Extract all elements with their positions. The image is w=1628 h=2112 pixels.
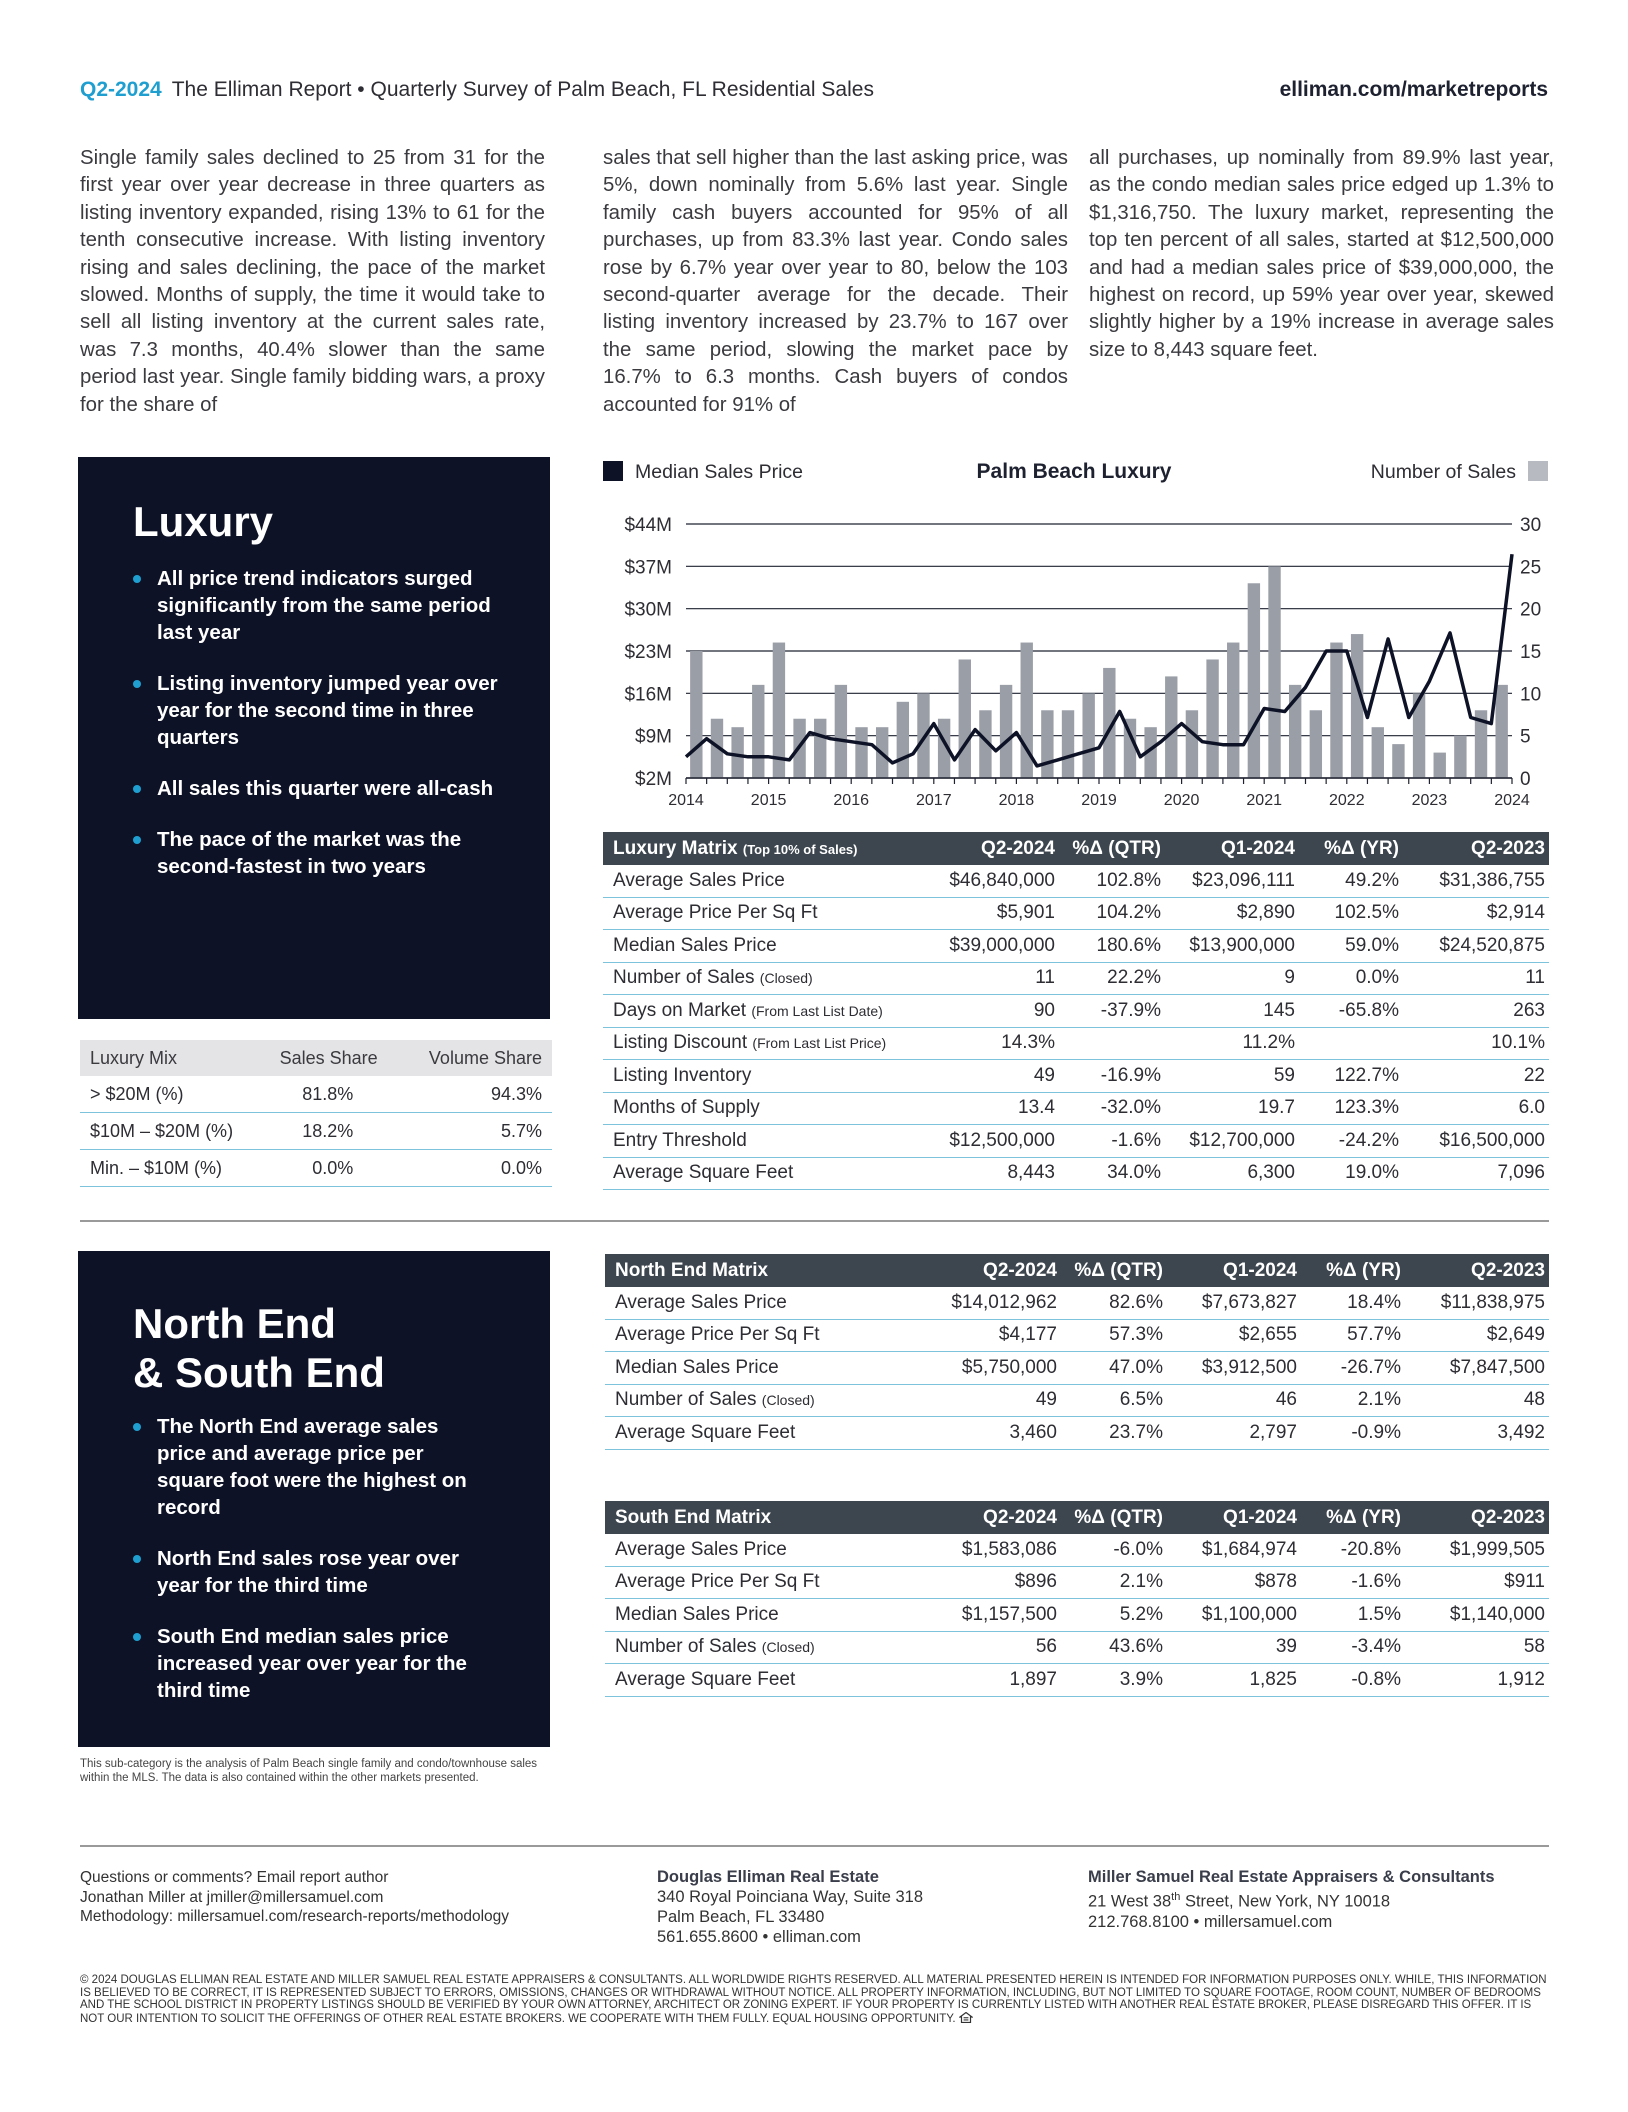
table-cell: 122.7%: [1299, 1060, 1403, 1093]
column-header: %Δ (YR): [1301, 1501, 1405, 1534]
table-cell: 0.0%: [260, 1150, 397, 1187]
row-label: Average Square Feet: [605, 1417, 915, 1450]
table-cell: -0.9%: [1301, 1417, 1405, 1450]
legend-label: Number of Sales: [1370, 461, 1516, 483]
chart-x-labels: [668, 792, 1530, 809]
column-header: Volume Share: [397, 1040, 552, 1076]
x-tick-label: 2021: [1246, 792, 1282, 809]
row-label: Months of Supply: [603, 1092, 913, 1125]
table-cell: 104.2%: [1059, 897, 1165, 930]
column-header: Luxury Mix: [80, 1040, 260, 1076]
table-row: [603, 962, 1549, 995]
y-right-tick-label: 30: [1520, 515, 1542, 536]
x-tick-label: 2020: [1163, 792, 1200, 809]
table-cell: 5.2%: [1061, 1599, 1167, 1632]
chart-bar: [1392, 744, 1404, 778]
table-row: [603, 1092, 1549, 1125]
table-cell: 59.0%: [1299, 930, 1403, 963]
chart-bar: [1454, 736, 1466, 778]
x-tick-label: 2015: [750, 792, 787, 809]
chart-bar: [1082, 693, 1094, 778]
table-cell: 49: [913, 1060, 1059, 1093]
luxury-title: Luxury: [133, 498, 274, 545]
chart-bar: [1186, 710, 1198, 778]
table-cell: $13,900,000: [1165, 930, 1299, 963]
table-cell: $2,890: [1165, 897, 1299, 930]
table-cell: 58: [1405, 1631, 1549, 1664]
column-header: Q1-2024: [1165, 832, 1299, 865]
column-header: Q2-2024: [915, 1501, 1061, 1534]
chart-bar: [1330, 643, 1342, 778]
table-cell: 94.3%: [397, 1076, 552, 1113]
miller-samuel-contact[interactable]: 212.768.8100 • millersamuel.com: [1088, 1912, 1333, 1931]
chart-bar: [1000, 685, 1012, 778]
legal-disclaimer: © 2024 DOUGLAS ELLIMAN REAL ESTATE AND MILLER SAMUEL REAL ESTATE APPRAISERS & CONSULTANTS. ALL WORLDWIDE RIGHTS RESERVED. ALL MATERIAL PRESENTED HEREIN IS INTENDED FOR INFORMATION PURPOSES ONLY. WHILE, THIS INFORMATION IS BELIEVED TO BE CORRECT, IT IS REPRESENTED SUBJECT TO ERRORS, OMISSIONS, CHANGES OR WITHDRAWAL WITHOUT NOTICE. ALL PROPERTY INFORMATION, INCLUDING, BUT NOT LIMITED TO SQUARE FOOTAGE, ROOM COUNT, NUMBER OF BEDROOMS AND THE SCHOOL DISTRICT IN PROPERTY LISTINGS SHOULD BE VERIFIED BY YOUR OWN ATTORNEY, ARCHITECT OR ZONING EXPERT. IF YOUR PROPERTY IS CURRENTLY LISTED WITH ANOTHER REAL ESTATE BROKER, PLEASE DISREGARD THIS OFFER. IT IS NOT OUR INTENTION TO SOLICIT THE OFFERINGS OF OTHER REAL ESTATE BROKERS. WE COOPERATE WITH THEM FULLY. EQUAL HOUSING OPPORTUNITY.: [80, 1974, 1547, 2025]
chart-bar: [835, 685, 847, 778]
table-cell: 6.5%: [1061, 1384, 1167, 1417]
table-cell: $12,700,000: [1165, 1125, 1299, 1158]
column-header: Q2-2023: [1405, 1254, 1549, 1287]
table-cell: -65.8%: [1299, 995, 1403, 1028]
table-cell: -20.8%: [1301, 1534, 1405, 1566]
table-cell: 19.0%: [1299, 1157, 1403, 1190]
north-south-bullets: [133, 1413, 483, 1728]
table-cell: [1299, 1027, 1403, 1060]
table-cell: 0.0%: [397, 1150, 552, 1187]
report-quarter: Q2-2024: [80, 78, 162, 101]
column-header: Q2-2023: [1403, 832, 1549, 865]
chart-legend-left: [603, 461, 803, 484]
row-label: Listing Discount (From Last List Price): [603, 1027, 913, 1060]
table-cell: 82.6%: [1061, 1287, 1167, 1319]
table-cell: 1,912: [1405, 1664, 1549, 1697]
median-price-line: [686, 554, 1512, 766]
matrix-title: North End Matrix: [605, 1254, 915, 1287]
table-row: [603, 1027, 1549, 1060]
footer-divider: [80, 1845, 1549, 1847]
y-left-tick-label: $30M: [624, 599, 672, 621]
table-cell: $4,177: [915, 1319, 1061, 1352]
luxury-bullet: All price trend indicators surged significantly from the same period last year: [133, 565, 503, 646]
chart-bar: [752, 685, 764, 778]
row-label: Min. – $10M (%): [80, 1150, 260, 1187]
footer-contact: Questions or comments? Email report author Jonathan Miller at jmiller@millersamuel.com Methodology: millersamuel.com/research-reports/methodology: [80, 1869, 510, 1925]
row-label: Average Sales Price: [603, 865, 913, 897]
table-row: [605, 1599, 1549, 1632]
table-cell: 10.1%: [1403, 1027, 1549, 1060]
row-label: Average Sales Price: [605, 1534, 915, 1566]
table-cell: -16.9%: [1059, 1060, 1165, 1093]
table-cell: $14,012,962: [915, 1287, 1061, 1319]
table-cell: -37.9%: [1059, 995, 1165, 1028]
luxury-mix-table: [80, 1040, 552, 1187]
table-cell: -24.2%: [1299, 1125, 1403, 1158]
column-header: Q2-2024: [913, 832, 1059, 865]
table-cell: $16,500,000: [1403, 1125, 1549, 1158]
table-cell: 180.6%: [1059, 930, 1165, 963]
table-cell: $2,649: [1405, 1319, 1549, 1352]
table-cell: 22: [1403, 1060, 1549, 1093]
methodology-link[interactable]: Methodology: millersamuel.com/research-reports/methodology: [80, 1908, 510, 1925]
table-cell: 23.7%: [1061, 1417, 1167, 1450]
column-header: %Δ (YR): [1299, 832, 1403, 865]
north-south-box: [78, 1251, 550, 1747]
row-label: Average Price Per Sq Ft: [605, 1566, 915, 1599]
row-label: Days on Market (From Last List Date): [603, 995, 913, 1028]
table-cell: $39,000,000: [913, 930, 1059, 963]
table-row: [605, 1566, 1549, 1599]
table-cell: 3,492: [1405, 1417, 1549, 1450]
chart-bar: [897, 702, 909, 778]
table-cell: $46,840,000: [913, 865, 1059, 897]
table-cell: 57.7%: [1301, 1319, 1405, 1352]
equal-housing-icon: [959, 2012, 973, 2023]
table-cell: 18.4%: [1301, 1287, 1405, 1319]
y-left-tick-label: $44M: [624, 515, 672, 536]
table-cell: -6.0%: [1061, 1534, 1167, 1566]
table-cell: 19.7: [1165, 1092, 1299, 1125]
table-cell: [1059, 1027, 1165, 1060]
table-cell: 2.1%: [1061, 1566, 1167, 1599]
table-row: [80, 1076, 552, 1113]
table-cell: 56: [915, 1631, 1061, 1664]
chart-bar: [1434, 753, 1446, 778]
table-cell: 1,825: [1167, 1664, 1301, 1697]
row-label: Listing Inventory: [603, 1060, 913, 1093]
x-tick-label: 2018: [998, 792, 1035, 809]
table-cell: 3.9%: [1061, 1664, 1167, 1697]
column-header: %Δ (YR): [1301, 1254, 1405, 1287]
table-cell: 39: [1167, 1631, 1301, 1664]
y-left-tick-label: $2M: [635, 769, 672, 790]
douglas-elliman-address: Douglas Elliman Real Estate 340 Royal Poinciana Way, Suite 318 Palm Beach, FL 33480 561.655.8600 • elliman.com: [657, 1868, 923, 1946]
table-row: [605, 1417, 1549, 1450]
y-left-tick-label: $9M: [635, 726, 672, 748]
table-header-row: [605, 1254, 1549, 1287]
table-cell: $1,100,000: [1167, 1599, 1301, 1632]
row-label: $10M – $20M (%): [80, 1113, 260, 1150]
table-cell: 102.8%: [1059, 865, 1165, 897]
column-header: Q1-2024: [1167, 1501, 1301, 1534]
table-cell: $12,500,000: [913, 1125, 1059, 1158]
table-cell: -3.4%: [1301, 1631, 1405, 1664]
chart-bar: [1372, 727, 1384, 778]
matrix-title: South End Matrix: [605, 1501, 915, 1534]
table-cell: 5.7%: [397, 1113, 552, 1150]
chart-bar: [1041, 710, 1053, 778]
table-cell: 90: [913, 995, 1059, 1028]
row-label: Number of Sales (Closed): [605, 1631, 915, 1664]
table-cell: 1.5%: [1301, 1599, 1405, 1632]
chart-bar: [1495, 685, 1507, 778]
table-cell: 11: [1403, 962, 1549, 995]
matrix-body: [605, 1534, 1549, 1696]
table-row: [603, 995, 1549, 1028]
row-label: Average Sales Price: [605, 1287, 915, 1319]
y-right-tick-label: 20: [1520, 599, 1542, 621]
row-label: Average Square Feet: [605, 1664, 915, 1697]
table-cell: 18.2%: [260, 1113, 397, 1150]
table-cell: 8,443: [913, 1157, 1059, 1190]
table-cell: $23,096,111: [1165, 865, 1299, 897]
chart-bar: [959, 659, 971, 778]
table-cell: 13.4: [913, 1092, 1059, 1125]
x-tick-label: 2016: [833, 792, 869, 809]
table-cell: 14.3%: [913, 1027, 1059, 1060]
x-tick-label: 2022: [1329, 792, 1365, 809]
luxury-bullet: All sales this quarter were all-cash: [133, 775, 503, 802]
chart-bar: [1206, 659, 1218, 778]
table-cell: $7,847,500: [1405, 1352, 1549, 1385]
table-cell: $24,520,875: [1403, 930, 1549, 963]
table-cell: 34.0%: [1059, 1157, 1165, 1190]
chart-bar: [731, 727, 743, 778]
column-header: %Δ (QTR): [1061, 1254, 1167, 1287]
table-row: [603, 930, 1549, 963]
table-row: [603, 1060, 1549, 1093]
table-cell: 81.8%: [260, 1076, 397, 1113]
table-cell: $7,673,827: [1167, 1287, 1301, 1319]
y-right-tick-label: 10: [1520, 684, 1542, 706]
table-cell: 1,897: [915, 1664, 1061, 1697]
table-cell: $896: [915, 1566, 1061, 1599]
table-cell: -32.0%: [1059, 1092, 1165, 1125]
table-cell: $1,583,086: [915, 1534, 1061, 1566]
table-row: [605, 1534, 1549, 1566]
y-left-tick-label: $37M: [624, 557, 672, 579]
column-header: Q2-2023: [1405, 1501, 1549, 1534]
table-cell: 263: [1403, 995, 1549, 1028]
intro-column-2: sales that sell higher than the last asking price, was 5%, down nominally from 5.6% last year. Single family cash buyers accounted for 95% of all purchases, up from 83.3% last year. Condo sales rose by 6.7% year over year to 80, below the 103 second-quarter average for the decade. Their listing inventory increased by 23.7% to 167 over the same period, slowing the market pace by 16.7% to 6.3 months. Cash buyers of condos accounted for 91% of: [603, 147, 1068, 416]
chart-legend-right: [1371, 461, 1548, 484]
table-row: [605, 1631, 1549, 1664]
report-url[interactable]: elliman.com/marketreports: [1279, 78, 1548, 101]
north-south-bullet: North End sales rose year over year for the third time: [133, 1545, 483, 1599]
table-row: [603, 865, 1549, 897]
table-row: [603, 1125, 1549, 1158]
table-cell: 6.0: [1403, 1092, 1549, 1125]
miller-samuel-address: Miller Samuel Real Estate Appraisers & Consultants 21 West 38th Street, New York, NY 10018 212.768.8100 • millersamuel.com: [1088, 1868, 1495, 1931]
table-row: [605, 1664, 1549, 1697]
y-left-tick-label: $16M: [624, 684, 672, 706]
table-cell: 49.2%: [1299, 865, 1403, 897]
table-cell: $1,684,974: [1167, 1534, 1301, 1566]
legend-swatch-bar: [1528, 461, 1548, 481]
table-header-row: [80, 1040, 552, 1076]
x-tick-label: 2017: [916, 792, 952, 809]
x-tick-label: 2024: [1494, 792, 1530, 809]
chart-bar: [1268, 566, 1280, 778]
report-title: The Elliman Report • Quarterly Survey of Palm Beach, FL Residential Sales: [171, 78, 874, 101]
chart-bar: [814, 719, 826, 778]
column-header: Q1-2024: [1167, 1254, 1301, 1287]
table-row: [605, 1287, 1549, 1319]
table-cell: -1.6%: [1059, 1125, 1165, 1158]
x-tick-label: 2014: [668, 792, 704, 809]
table-cell: $5,750,000: [915, 1352, 1061, 1385]
table-cell: 11: [913, 962, 1059, 995]
chart-bar: [690, 651, 702, 778]
column-header: Sales Share: [260, 1040, 397, 1076]
table-cell: 2,797: [1167, 1417, 1301, 1450]
table-cell: 43.6%: [1061, 1631, 1167, 1664]
row-label: Entry Threshold: [603, 1125, 913, 1158]
table-cell: $2,914: [1403, 897, 1549, 930]
table-cell: 2.1%: [1301, 1384, 1405, 1417]
chart-bar: [1351, 634, 1363, 778]
table-cell: 47.0%: [1061, 1352, 1167, 1385]
y-right-tick-label: 5: [1520, 726, 1531, 748]
chart-bar: [1062, 710, 1074, 778]
table-cell: $878: [1167, 1566, 1301, 1599]
matrix-title: Luxury Matrix (Top 10% of Sales): [603, 832, 913, 865]
legend-label: Median Sales Price: [635, 461, 803, 483]
table-row: [605, 1384, 1549, 1417]
table-cell: 46: [1167, 1384, 1301, 1417]
luxury-chart: [603, 500, 1549, 820]
x-tick-label: 2023: [1411, 792, 1448, 809]
luxury-bullet: The pace of the market was the second-fastest in two years: [133, 826, 503, 880]
author-email[interactable]: Jonathan Miller at jmiller@millersamuel.com: [80, 1888, 384, 1906]
table-cell: $1,157,500: [915, 1599, 1061, 1632]
table-row: [605, 1352, 1549, 1385]
sub-category-note: This sub-category is the analysis of Palm Beach single family and condo/townhouse sales within the MLS. The data is also contained within the other markets presented.: [80, 1758, 538, 1784]
table-cell: $31,386,755: [1403, 865, 1549, 897]
row-label: Number of Sales (Closed): [605, 1384, 915, 1417]
column-header: %Δ (QTR): [1059, 832, 1165, 865]
table-row: [80, 1150, 552, 1187]
chart-bar: [1248, 583, 1260, 778]
y-left-tick-label: $23M: [624, 642, 672, 663]
table-cell: -0.8%: [1301, 1664, 1405, 1697]
table-cell: -1.6%: [1301, 1566, 1405, 1599]
table-row: [605, 1319, 1549, 1352]
table-cell: 7,096: [1403, 1157, 1549, 1190]
luxury-bullets: [133, 565, 503, 904]
intro-column-1: Single family sales declined to 25 from 31 for the first year over year decrease in three quarters as listing inventory expanded, rising 13% to 61 for the tenth consecutive increase. With listing inventory rising and sales declining, the pace of the market slowed. Months of supply, the time it would take to sell all listing inventory at the current sales rate, was 7.3 months, 40.4% slower than the same period last year. Single family bidding wars, a proxy for the share of: [80, 147, 545, 416]
table-cell: 145: [1165, 995, 1299, 1028]
table-header-row: [603, 832, 1549, 865]
row-label: > $20M (%): [80, 1076, 260, 1113]
table-row: [603, 1157, 1549, 1190]
chart-bar: [1310, 710, 1322, 778]
luxury-box: [78, 457, 550, 1019]
section-divider: [80, 1220, 1549, 1222]
chart-bar: [855, 727, 867, 778]
table-cell: $1,999,505: [1405, 1534, 1549, 1566]
table-cell: 48: [1405, 1384, 1549, 1417]
luxury-bullet: Listing inventory jumped year over year for the second time in three quarters: [133, 670, 503, 751]
table-header-row: [605, 1501, 1549, 1534]
table-cell: $911: [1405, 1566, 1549, 1599]
column-header: Q2-2024: [915, 1254, 1061, 1287]
table-cell: 59: [1165, 1060, 1299, 1093]
table-row: [603, 897, 1549, 930]
table-cell: 6,300: [1165, 1157, 1299, 1190]
y-right-tick-label: 15: [1520, 642, 1542, 663]
north-south-bullet: The North End average sales price and average price per square foot were the highest on record: [133, 1413, 483, 1521]
row-label: Median Sales Price: [605, 1599, 915, 1632]
table-cell: 9: [1165, 962, 1299, 995]
chart-x-axis: [686, 778, 1512, 784]
north-end-matrix-table: [605, 1254, 1549, 1450]
column-header: %Δ (QTR): [1061, 1501, 1167, 1534]
table-cell: $2,655: [1167, 1319, 1301, 1352]
intro-column-3: all purchases, up nominally from 89.9% last year, as the condo median sales price edged up 1.3% to $1,316,750. The luxury market, representing the top ten percent of all sales, started at $12,500,000 and had a median sales price of $39,000,000, the highest on record, up 59% year over year, skewed slightly higher by a 19% increase in average sales size to 8,443 square feet.: [1089, 147, 1554, 361]
row-label: Average Price Per Sq Ft: [605, 1319, 915, 1352]
row-label: Number of Sales (Closed): [603, 962, 913, 995]
table-cell: 102.5%: [1299, 897, 1403, 930]
x-tick-label: 2019: [1081, 792, 1117, 809]
legend-swatch-line: [603, 461, 623, 481]
y-right-tick-label: 0: [1520, 769, 1531, 790]
north-south-title: North End & South End: [133, 1300, 385, 1396]
matrix-body: [605, 1287, 1549, 1449]
table-row: [80, 1113, 552, 1150]
table-cell: 123.3%: [1299, 1092, 1403, 1125]
luxury-matrix-table: [603, 832, 1549, 1190]
chart-title: Palm Beach Luxury: [976, 460, 1172, 483]
table-cell: -26.7%: [1301, 1352, 1405, 1385]
chart-gridlines: [686, 524, 1512, 778]
report-header: [80, 78, 874, 102]
north-south-bullet: South End median sales price increased year over year for the third time: [133, 1623, 483, 1704]
south-end-matrix-table: [605, 1501, 1549, 1697]
matrix-body: [603, 865, 1549, 1190]
y-right-tick-label: 25: [1520, 557, 1542, 579]
table-cell: $1,140,000: [1405, 1599, 1549, 1632]
table-cell: 11.2%: [1165, 1027, 1299, 1060]
table-cell: 22.2%: [1059, 962, 1165, 995]
table-cell: $5,901: [913, 897, 1059, 930]
chart-bar: [1227, 643, 1239, 778]
table-cell: 0.0%: [1299, 962, 1403, 995]
row-label: Average Price Per Sq Ft: [603, 897, 913, 930]
table-cell: $11,838,975: [1405, 1287, 1549, 1319]
table-cell: 57.3%: [1061, 1319, 1167, 1352]
table-cell: 49: [915, 1384, 1061, 1417]
table-cell: 3,460: [915, 1417, 1061, 1450]
table-cell: $3,912,500: [1167, 1352, 1301, 1385]
douglas-elliman-contact[interactable]: 561.655.8600 • elliman.com: [657, 1928, 861, 1946]
row-label: Median Sales Price: [605, 1352, 915, 1385]
row-label: Median Sales Price: [603, 930, 913, 963]
row-label: Average Square Feet: [603, 1157, 913, 1190]
